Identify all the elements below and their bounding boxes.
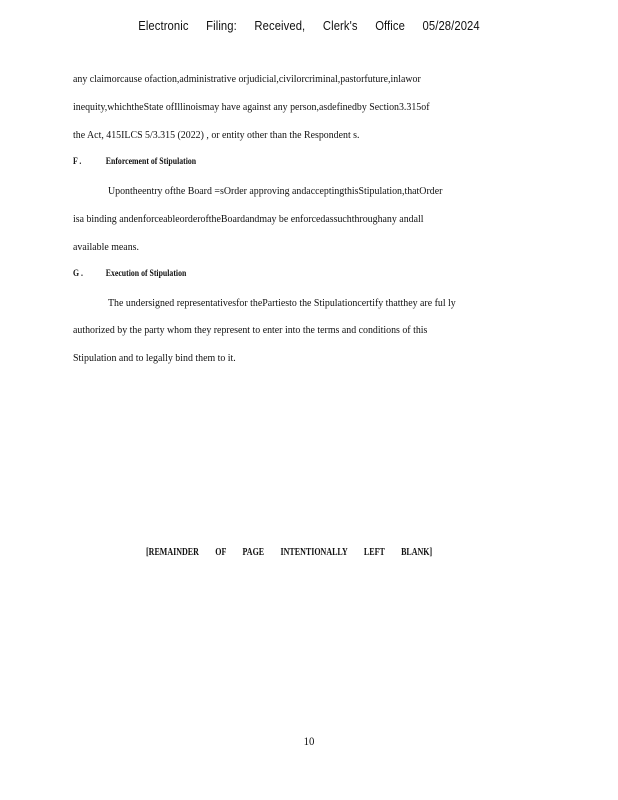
body-text-line: Upontheentry ofthe Board =sOrder approving andacceptingthisStipulation,thatOrder [108, 185, 443, 197]
section-letter: G . [73, 269, 83, 279]
body-text-line: any claimorcause ofaction,administrative orjudicial,civilorcriminal,pastorfuture,inlawor [73, 73, 421, 85]
header-word: Filing: [206, 19, 237, 33]
body-text-line: available means. [73, 241, 139, 253]
section-heading-g [73, 269, 186, 279]
header-word: Office [375, 19, 405, 33]
body-text-line: isa binding andenforceableorderoftheBoardandmay be enforcedassuchthroughany andall [73, 213, 424, 225]
page-number: 10 [303, 734, 315, 748]
body-text-line: the Act, 415ILCS 5/3.315 (2022) , or entity other than the Respondent s. [73, 129, 360, 141]
header-word: Electronic [138, 19, 189, 33]
body-text-line: The undersigned representativesfor thePartiesto the Stipulationcertify thatthey are ful ly [108, 297, 456, 309]
section-letter: F . [73, 157, 82, 167]
body-text-line: inequity,whichtheState ofIllinoismay have against any person,asdefinedby Section3.315of [73, 101, 430, 113]
section-title: Execution of Stipulation [105, 269, 187, 279]
header-date: 05/28/2024 [422, 19, 480, 33]
body-text-line: authorized by the party whom they represent to enter into the terms and conditions of this [73, 324, 428, 336]
header-word: Clerk's [322, 19, 358, 33]
section-title: Enforcement of Stipulation [105, 157, 197, 167]
electronic-filing-header [31, 19, 587, 33]
section-heading-f [73, 157, 196, 167]
remainder-blank-note: [REMAINDER OF PAGE INTENTIONALLY LEFT BLANK] [146, 547, 433, 558]
header-word: Received, [254, 19, 306, 33]
body-text-line: Stipulation and to legally bind them to it. [73, 352, 236, 364]
